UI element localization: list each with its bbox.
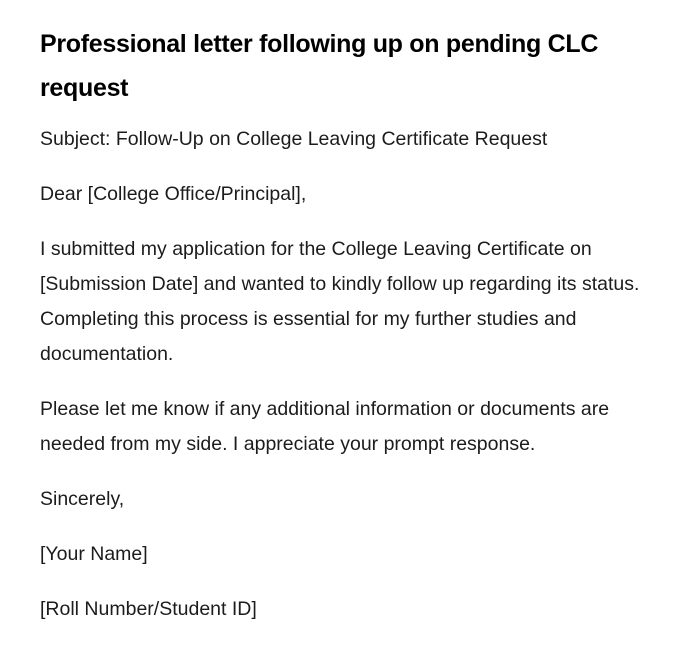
letter-body-paragraph-2: Please let me know if any additional information or documents are needed from my side. I appreciate your prompt response. [40,398,610,455]
letter-subject: Subject: Follow-Up on College Leaving Certificate Request [40,128,548,150]
letter-closing: Sincerely, [40,488,125,510]
signature-student-id: [Roll Number/Student ID] [40,598,257,620]
letter-salutation: Dear [College Office/Principal], [40,183,307,205]
page-title: Professional letter following up on pending CLC request [40,30,599,102]
letter-body-paragraph-1: I submitted my application for the College Leaving Certificate on [Submission Date] and wanted to kindly follow up regarding its status. Completing this process is essential for my further studies and documentation. [40,238,640,365]
signature-name: [Your Name] [40,543,148,565]
